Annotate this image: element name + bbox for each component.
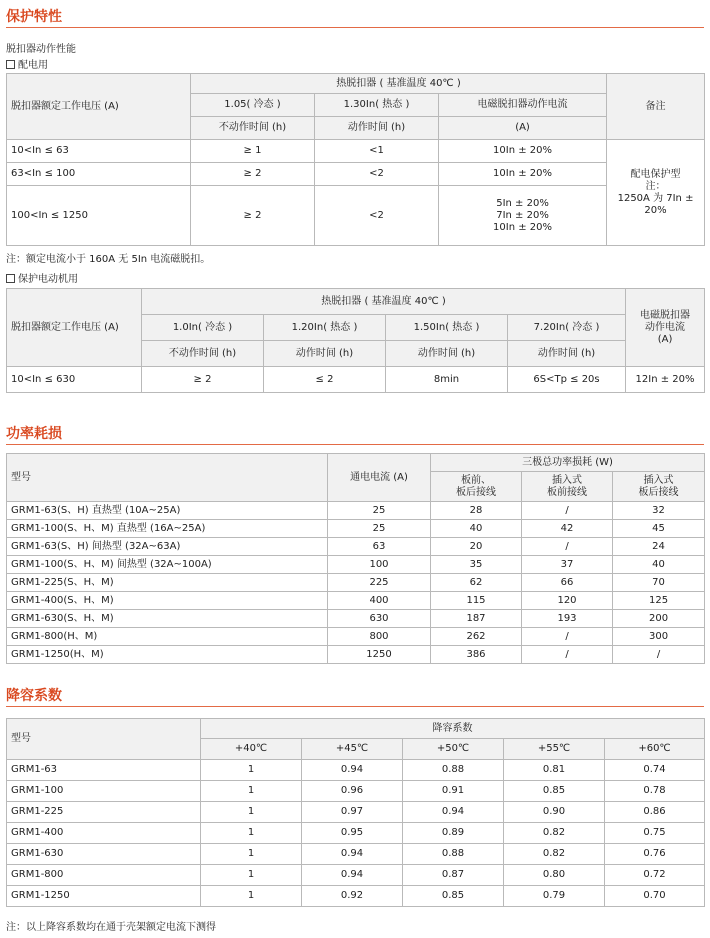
header-105: 1.05( 冷态 ) — [191, 94, 315, 117]
header-front: 板前、 板后接线 — [431, 472, 522, 502]
table-row: GRM1-100 1 0.96 0.91 0.85 0.78 — [7, 781, 705, 802]
table-row: GRM1-225 1 0.97 0.94 0.90 0.86 — [7, 802, 705, 823]
header-temp: +60℃ — [605, 739, 705, 760]
remark-cell: 配电保护型 注： 1250A 为 7In ± 20% — [607, 140, 705, 246]
header-op-time: 动作时间 (h) — [315, 117, 439, 140]
table-row: GRM1-63(S、H) 间热型 (32A~63A) 63 20 / 24 — [7, 538, 705, 556]
table-row: 100<In ≤ 1250 ≥ 2 <2 5In ± 20% 7In ± 20% 10In ± 20% — [7, 186, 705, 246]
header-temp: +55℃ — [504, 739, 605, 760]
section-title-power-loss: 功率耗损 — [6, 426, 62, 442]
section-divider — [6, 706, 704, 707]
table-row: 10<In ≤ 63 ≥ 1 <1 10In ± 20% 配电保护型 注： 1250A 为 7In ± 20% — [7, 140, 705, 163]
header-em-unit: (A) — [439, 117, 607, 140]
header-130: 1.30In( 热态 ) — [315, 94, 439, 117]
header-plug-front: 插入式 板前接线 — [522, 472, 613, 502]
header-rated: 脱扣器额定工作电压 (A) — [7, 74, 191, 140]
power-loss-table — [6, 453, 705, 664]
checkbox-icon — [6, 274, 15, 283]
motor-use-label: 保护电动机用 — [6, 270, 78, 285]
note-distribution: 注：额定电流小于 160A 无 5In 电流磁脱扣。 — [6, 254, 211, 265]
table-row: GRM1-630(S、H、M) 630 187 193 200 — [7, 610, 705, 628]
header-loss-group: 三极总功率损耗 (W) — [431, 454, 705, 472]
table-row: GRM1-800(H、M) 800 262 / 300 — [7, 628, 705, 646]
section-divider — [6, 444, 704, 445]
header-temp: +40℃ — [201, 739, 302, 760]
motor-trip-table: 脱扣器额定工作电压 (A) 热脱扣器 ( 基准温度 40℃ ) 电磁脱扣器 动作电流 (A) 1.0In( 冷态 ) 1.20In( 热态 ) 1.50In( 热态 ) 7.20In( 冷态 ) 不动作时间 (h) 动作时间 (h) 动作时间 (h) 动作时间 (h) 10<In ≤ 630 ≥ 2 ≤ 2 8min 6S<Tp ≤ 20s 12In ± 20% — [6, 288, 705, 393]
header-model: 型号 — [7, 454, 328, 502]
subtitle-trip-performance: 脱扣器动作性能 — [6, 44, 76, 55]
header-temp: +50℃ — [403, 739, 504, 760]
table-row: 63<In ≤ 100 ≥ 2 <2 10In ± 20% — [7, 163, 705, 186]
table-row: GRM1-100(S、H、M) 直热型 (16A~25A) 25 40 42 45 — [7, 520, 705, 538]
table-row: 10<In ≤ 630 ≥ 2 ≤ 2 8min 6S<Tp ≤ 20s 12In ± 20% — [7, 367, 705, 393]
note-derating: 注：以上降容系数均在通于壳架额定电流下测得 — [6, 922, 216, 933]
table-row: GRM1-400(S、H、M) 400 115 120 125 — [7, 592, 705, 610]
header-em: 电磁脱扣器 动作电流 (A) — [626, 289, 705, 367]
section-divider — [6, 27, 704, 28]
header-nonop-time: 不动作时间 (h) — [191, 117, 315, 140]
header-model: 型号 — [7, 719, 201, 760]
header-derating-group: 降容系数 — [201, 719, 705, 739]
table-row: GRM1-100(S、H、M) 间热型 (32A~100A) 100 35 37 40 — [7, 556, 705, 574]
table-row: GRM1-1250(H、M) 1250 386 / / — [7, 646, 705, 664]
header-rated: 脱扣器额定工作电压 (A) — [7, 289, 142, 367]
table-row: GRM1-63(S、H) 直热型 (10A~25A) 25 28 / 32 — [7, 502, 705, 520]
header-em: 电磁脱扣器动作电流 — [439, 94, 607, 117]
distribution-trip-table — [6, 73, 705, 246]
table-row: GRM1-63 1 0.94 0.88 0.81 0.74 — [7, 760, 705, 781]
table-row: GRM1-400 1 0.95 0.89 0.82 0.75 — [7, 823, 705, 844]
header-thermal: 热脱扣器 ( 基准温度 40℃ ) — [142, 289, 626, 315]
header-current: 通电电流 (A) — [328, 454, 431, 502]
derating-table — [6, 718, 705, 907]
checkbox-icon — [6, 60, 15, 69]
section-title-derating: 降容系数 — [6, 688, 62, 704]
table-row: GRM1-1250 1 0.92 0.85 0.79 0.70 — [7, 886, 705, 907]
header-plug-back: 插入式 板后接线 — [613, 472, 705, 502]
header-temp: +45℃ — [302, 739, 403, 760]
table-row: GRM1-800 1 0.94 0.87 0.80 0.72 — [7, 865, 705, 886]
table-row: GRM1-630 1 0.94 0.88 0.82 0.76 — [7, 844, 705, 865]
header-remark: 备注 — [607, 74, 705, 140]
table-row: GRM1-225(S、H、M) 225 62 66 70 — [7, 574, 705, 592]
header-thermal: 热脱扣器 ( 基准温度 40℃ ) — [191, 74, 607, 94]
section-title-protection: 保护特性 — [6, 9, 62, 25]
dist-use-label: 配电用 — [6, 56, 48, 71]
